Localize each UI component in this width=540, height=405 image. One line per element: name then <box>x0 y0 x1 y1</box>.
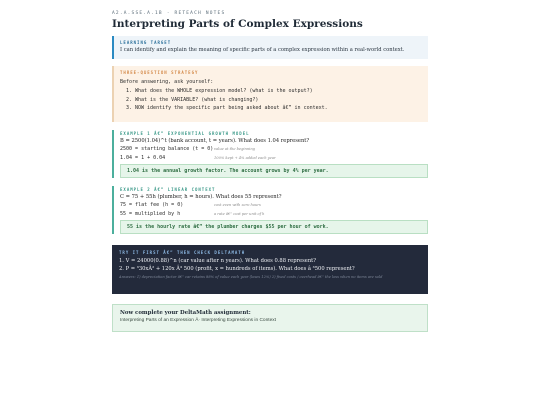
strategy-item: 1. What does the WHOLE expression model? (what is the output?) <box>135 87 422 96</box>
try-it-first-box <box>112 245 428 294</box>
assignment-box <box>112 304 428 332</box>
example-1-question: B = 2500(1.04)^t (bank account, t = years). What does 1.04 represent? <box>120 138 310 144</box>
example-2-code: 75 = flat fee (h = 0) <box>120 201 184 208</box>
example-2-row <box>120 200 428 209</box>
example-1-label: EXAMPLE 1 Â€” EXPONENTIAL GROWTH MODEL <box>120 131 250 136</box>
example-1-answer: 1.04 is the annual growth factor. The account grows by 4% per year. <box>120 164 428 178</box>
standard-kicker: A2.A.SSE.A.1B · RETEACH NOTES <box>112 11 226 16</box>
example-2-row <box>120 209 428 218</box>
strategy-item: 3. NOW identify the specific part being asked about â€” in context. <box>135 104 422 113</box>
example-1 <box>112 130 428 178</box>
learning-target-box <box>112 36 428 59</box>
example-1-note: 100% kept + 4% added each year <box>214 155 276 160</box>
example-2-answer: 55 is the hourly rate â€” the plumber charges $55 per hour of work. <box>120 220 428 234</box>
strategy-label: THREE-QUESTION STRATEGY <box>120 70 199 75</box>
example-2-note: a rate â€” cost per unit of h <box>214 211 265 216</box>
strategy-intro: Before answering, ask yourself: <box>120 79 214 85</box>
example-1-row <box>120 144 428 153</box>
practice-answers: Answers: 1) depreciation factor â€” car retains 88% of value each year (loses 12%) 2) fixed costs / overhead â€” the loss when no items are sold <box>119 275 383 279</box>
practice-problem: 1. V = 24000(0.88)^n (car value after n years). What does 0.88 represent? <box>119 257 317 264</box>
reteach-notes <box>112 8 428 332</box>
learning-target-label: LEARNING TARGET <box>120 40 172 45</box>
example-2-label: EXAMPLE 2 Â€” LINEAR CONTEXT <box>120 187 216 192</box>
assignment-link[interactable]: Interpreting Parts of an Expression Â· Interpreting Expressions in Context <box>120 317 276 323</box>
learning-target-text: I can identify and explain the meaning of specific parts of a complex expression within a real-world context. <box>120 46 405 53</box>
example-2-code: 55 = multiplied by h <box>120 210 181 217</box>
assignment-heading: Now complete your DeltaMath assignment: <box>120 310 251 316</box>
try-it-first-label: TRY IT FIRST Â€” THEN CHECK DELTAMATH <box>119 250 246 255</box>
example-1-note: value at the beginning <box>214 146 255 151</box>
strategy-item: 2. What is the VARIABLE? (what is changing?) <box>135 96 422 105</box>
example-1-code: 1.04 = 1 + 0.04 <box>120 154 166 161</box>
example-1-row <box>120 153 428 162</box>
page-title: Interpreting Parts of Complex Expressions <box>112 18 363 30</box>
example-1-code: 2500 = starting balance (t = 0) <box>120 145 214 152</box>
example-2-question: C = 75 + 55h (plumber, h = hours). What does 55 represent? <box>120 194 282 200</box>
example-2 <box>112 186 428 234</box>
practice-problem: 2. P = ³30xÂ² + 120x Â³ 500 (profit, x = hundreds of items). What does â ³500 represent? <box>119 266 355 272</box>
strategy-list <box>120 87 422 113</box>
strategy-box <box>112 66 428 122</box>
example-2-note: cost even with zero hours <box>214 202 261 207</box>
